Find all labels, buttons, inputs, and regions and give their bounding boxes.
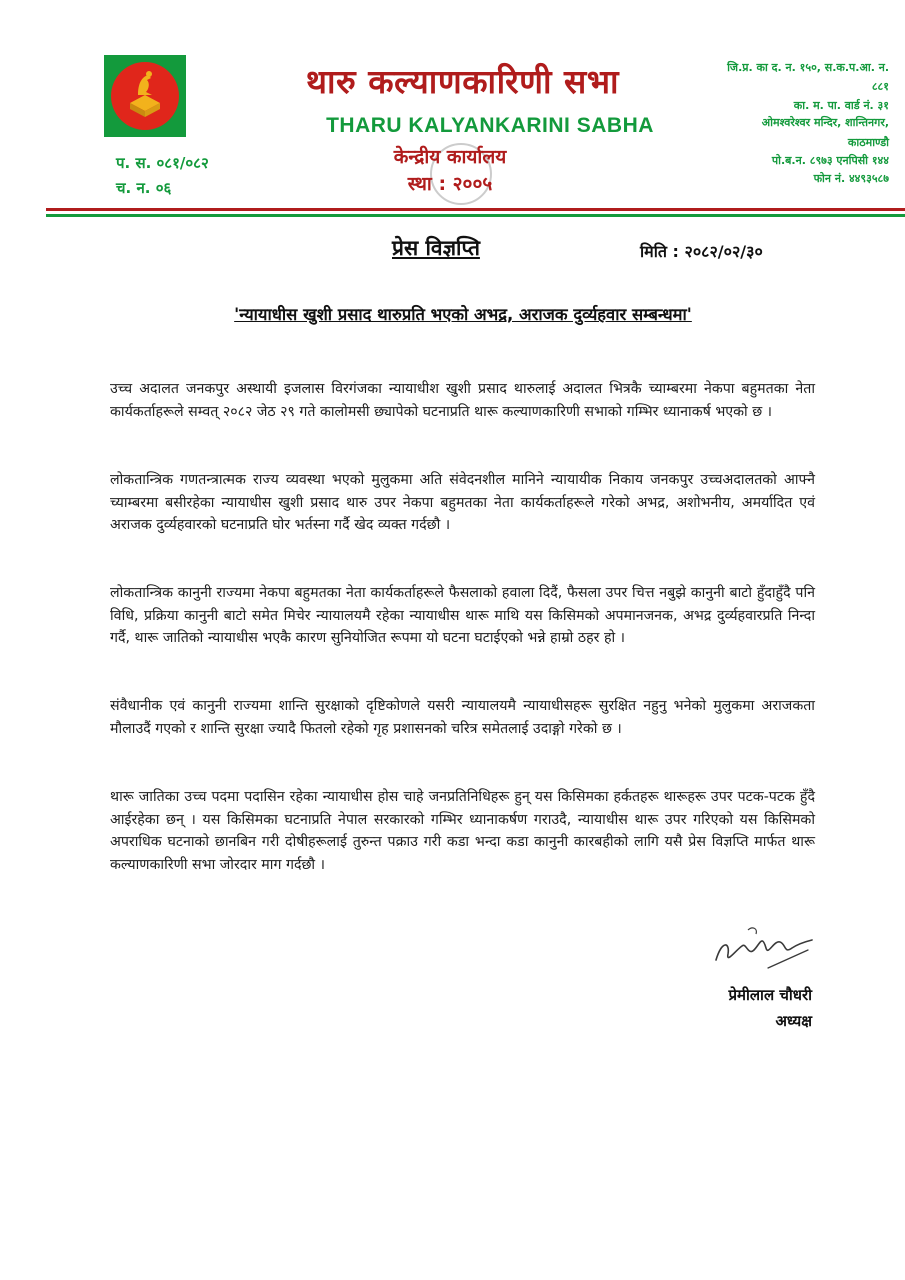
central-office-label: केन्द्रीय कार्यालय [393, 146, 507, 168]
address-line: पो.ब.न. ८९७३ एनपिसी १४४ [771, 154, 889, 167]
established-year: स्था : २००५ [407, 173, 493, 195]
address-line: ८८१ [871, 80, 889, 93]
header-divider-green [46, 214, 905, 217]
address-line: काठमाण्डौ [847, 136, 889, 149]
address-line: का. म. पा. वार्ड नं. ३१ [793, 99, 889, 112]
press-release-title: प्रेस विज्ञप्ति [392, 236, 480, 260]
address-line: ओमश्वरेश्वर मन्दिर, शान्तिनगर, [761, 116, 889, 129]
body-paragraph: उच्च अदालत जनकपुर अस्थायी इजलास विरगंजका न्यायाधीश खुशी प्रसाद थारुलाई अदालत भित्रकै च्याम्बरमा नेकपा बहुमतका नेता कार्यकर्ताहरूले सम्वत् २०८२ जेठ २९ गते कालोमसी छ्यापेको घटनाप्रति थारू कल्याणकारिणी सभाको गम्भिर ध्यानाकर्ष भएको छ । [110, 381, 815, 420]
release-date: मिति : २०८२/०२/३० [640, 242, 763, 261]
org-name-nepali: थारु कल्याणकारिणी सभा [305, 62, 620, 101]
address-line: फोन नं. ४४९३५८७ [813, 172, 889, 185]
address-line: जि.प्र. का द. न. १५०, स.क.प.आ. न. [727, 61, 889, 74]
dispatch-number: च. न. ०६ [116, 179, 172, 197]
header-divider-red [46, 208, 905, 211]
release-subject: 'न्यायाधीस खुशी प्रसाद थारुप्रति भएको अभद्र, अराजक दुर्व्यहवार सम्बन्धमा' [234, 305, 692, 324]
letter-number: प. स. ०८१/०८२ [116, 154, 209, 172]
org-name-english: THARU KALYANKARINI SABHA [326, 114, 654, 137]
signatory-title: अध्यक्ष [775, 1012, 812, 1030]
signatory-name: प्रेमीलाल चौधरी [728, 986, 812, 1004]
body-paragraph: लोकतान्त्रिक कानुनी राज्यमा नेकपा बहुमतका नेता कार्यकर्ताहरूले फैसलाको हवाला दिदैं, फैसला उपर चित्त नबुझे कानुनी बाटो हुँदाहुँदै पनि विधि, प्रक्रिया कानुनी बाटो समेत मिचेर न्यायालयमै रहेका न्यायाधीस थारू माथि यस किसिमको अपमानजनक, अभद्र दुर्व्यहवारप्रति निन्दा गर्दै, थारू जातिको न्यायाधीस भएकै कारण सुनियोजित रूपमा यो घटना घटाईएको भन्ने हाम्रो ठहर हो । [110, 585, 815, 646]
body-paragraph: संवैधानीक एवं कानुनी राज्यमा शान्ति सुरक्षाको दृष्टिकोणले यसरी न्यायालयमै न्यायाधीसहरू सुरक्षित नहुनु भनेको मुलुकमा अराजकता मौलाउदैं गएको र शान्ति सुरक्षा ज्यादै फितलो रहेको गृह प्रशासनको चरित्र समेतलाई उदाङ्गो गरेको छ । [110, 698, 815, 737]
handwritten-signature [708, 920, 818, 980]
logo-emblem-icon [108, 59, 182, 133]
body-paragraph: थारू जातिका उच्च पदमा पदासिन रहेका न्यायाधीस होस चाहे जनप्रतिनिधिहरू हुन् यस किसिमका हर्कतहरू थारूहरू उपर पटक-पटक हुँदै आईरहेका छन् । यस किसिमका घटनाप्रति नेपाल सरकारको गम्भिर ध्यानाकर्षण गराउदै, न्यायाधीस थारू उपर गरिएको यस किसिमको अपराधिक घटनाको छानबिन गरी दोषीहरूलाई तुरुन्त पक्राउ गरी कडा भन्दा कडा कानुनी कारबहीको लागि यसै प्रेस विज्ञप्ति मार्फत थारू कल्याणकारिणी सभा जोरदार माग गर्दछौ । [110, 789, 815, 873]
body-paragraph: लोकतान्त्रिक गणतन्त्रात्मक राज्य व्यवस्था भएको मुलुकमा अति संवेदनशील मानिने न्यायायीक निकाय जनकपुर उच्चअदालतको आफ्नै च्याम्बरमा बसीरहेका न्यायाधीस खुशी प्रसाद थारु उपर नेकपा बहुमतका नेता कार्यकर्ताहरूले गरेको अभद्र, अशोभनीय, अमर्यादित एवं अराजक दुर्व्यहवारको घटनाप्रति घोर भर्तस्ना गर्दै खेद व्यक्त गर्दछौ । [110, 472, 815, 533]
org-logo [104, 55, 186, 137]
